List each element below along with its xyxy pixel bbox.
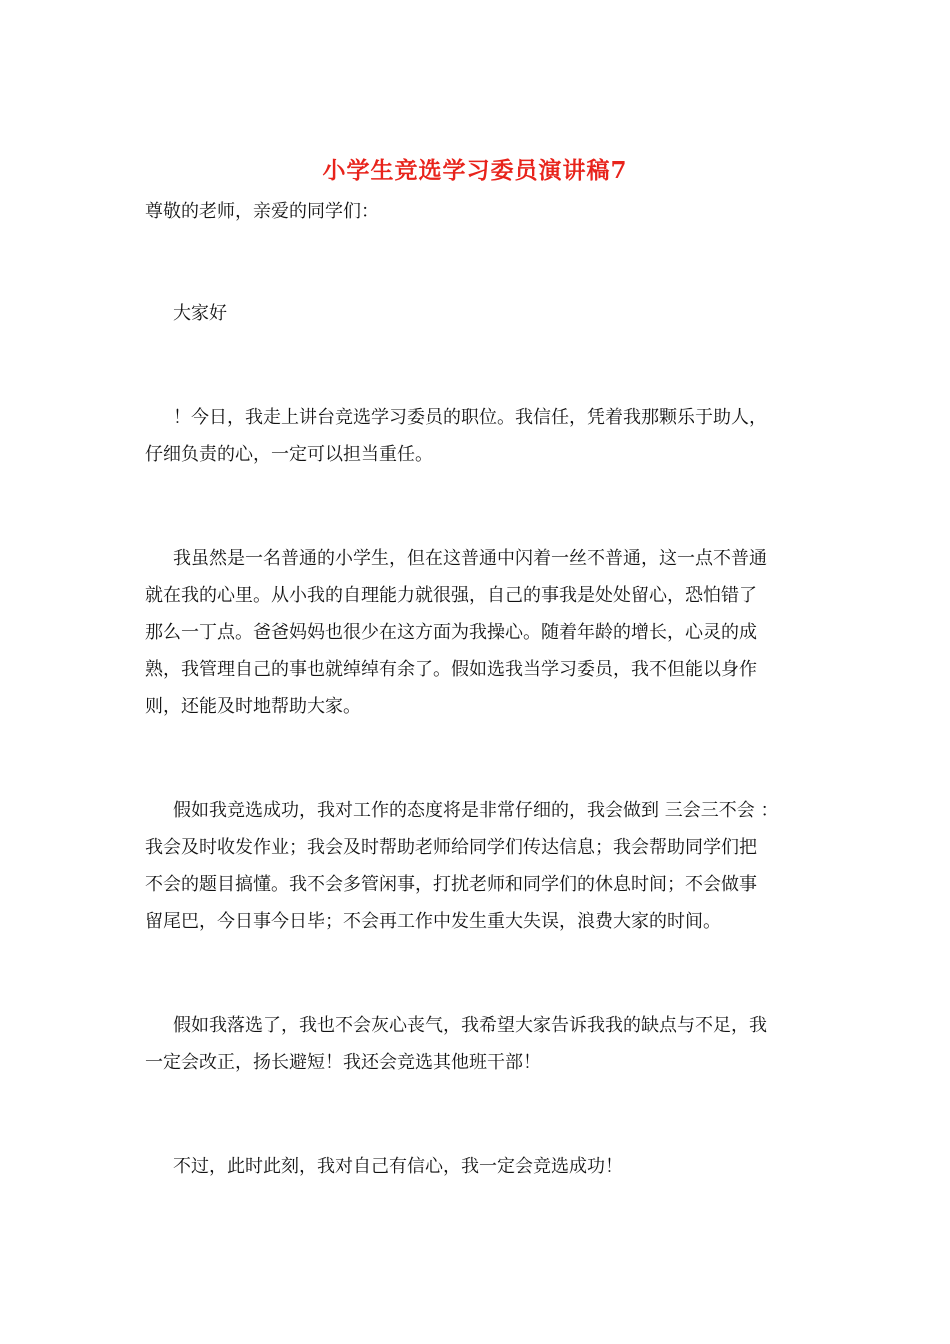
paragraph-2-line-1: ！今日，我走上讲台竞选学习委员的职位。我信任，凭着我那颗乐于助人，: [173, 407, 767, 428]
paragraph-4-line-1: 假如我竞选成功，我对工作的态度将是非常仔细的，我会做到 三会三不会 ：: [173, 800, 779, 821]
paragraph-3-line-3: 那么一丁点。爸爸妈妈也很少在这方面为我操心。随着年龄的增长，心灵的成: [145, 622, 757, 643]
paragraph-3-line-4: 熟，我管理自己的事也就绰绰有余了。假如选我当学习委员，我不但能以身作: [145, 659, 757, 680]
paragraph-2-line-2: 仔细负责的心，一定可以担当重任。: [145, 444, 433, 465]
paragraph-3-line-5: 则，还能及时地帮助大家。: [145, 696, 361, 717]
paragraph-5-line-1: 假如我落选了，我也不会灰心丧气，我希望大家告诉我我的缺点与不足，我: [173, 1015, 767, 1036]
paragraph-6-line-1: 不过，此时此刻，我对自己有信心，我一定会竞选成功！: [173, 1156, 623, 1177]
paragraph-3-line-1: 我虽然是一名普通的小学生，但在这普通中闪着一丝不普通，这一点不普通: [173, 548, 767, 569]
paragraph-1-line-1: 大家好: [173, 303, 227, 324]
paragraph-3-line-2: 就在我的心里。从小我的自理能力就很强，自己的事我是处处留心，恐怕错了: [145, 585, 757, 606]
document-title: 小学生竞选学习委员演讲稿7: [322, 157, 628, 184]
paragraph-4-line-2: 我会及时收发作业；我会及时帮助老师给同学们传达信息；我会帮助同学们把: [145, 837, 757, 858]
paragraph-5-line-2: 一定会改正，扬长避短！我还会竞选其他班干部！: [145, 1052, 541, 1073]
paragraph-4-line-3: 不会的题目搞懂。我不会多管闲事，打扰老师和同学们的休息时间；不会做事: [145, 874, 757, 895]
paragraph-4-line-4: 留尾巴，今日事今日毕；不会再工作中发生重大失误，浪费大家的时间。: [145, 911, 721, 932]
salutation: 尊敬的老师，亲爱的同学们：: [145, 201, 379, 222]
